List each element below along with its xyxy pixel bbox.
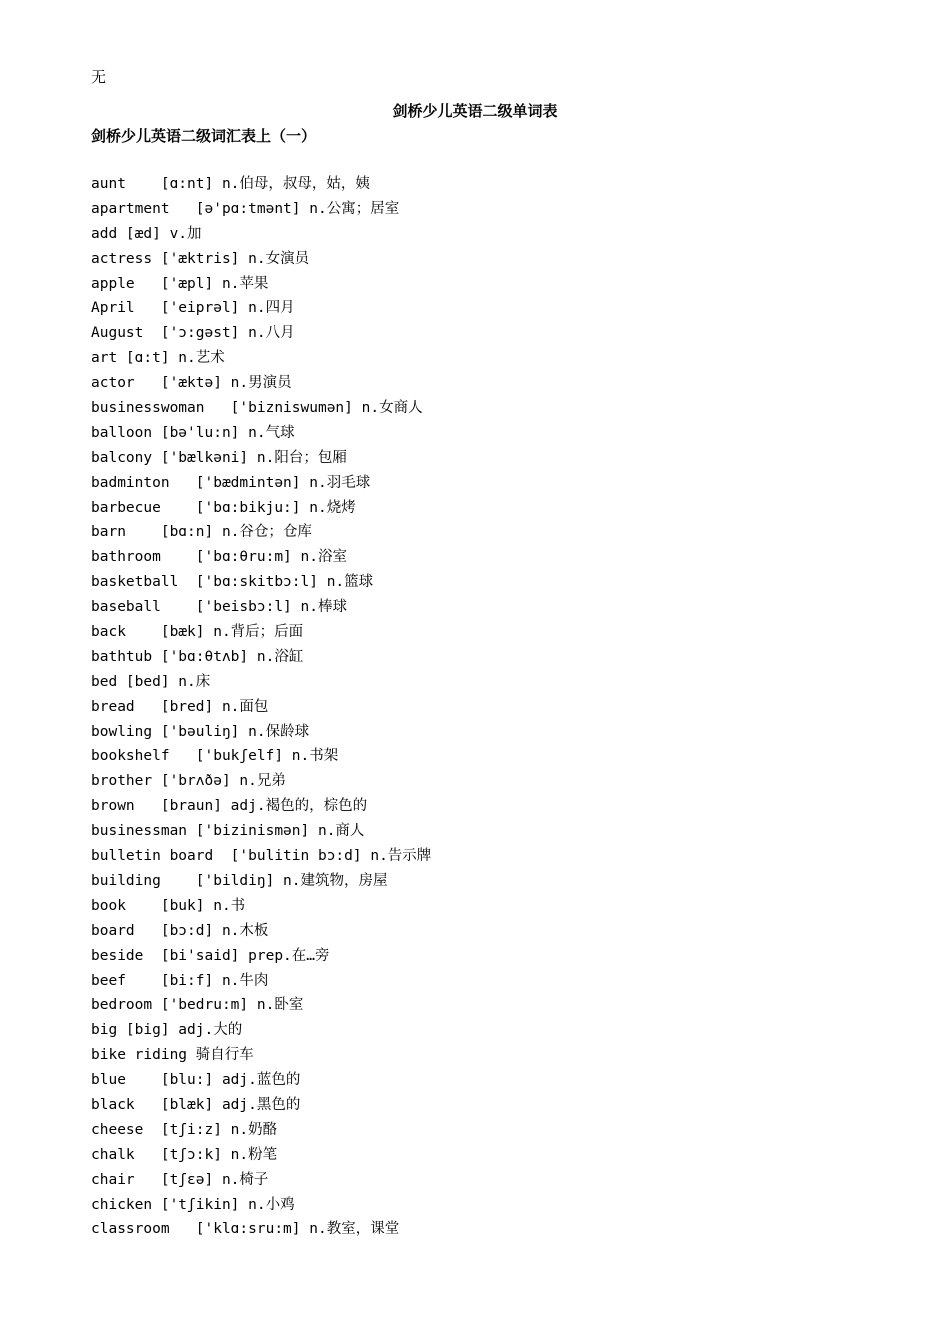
vocabulary-entry: art [ɑ:t] n.艺术: [91, 350, 225, 367]
vocabulary-entry: beside [bi'said] prep.在…旁: [91, 947, 330, 964]
vocabulary-entry: add [æd] v.加: [91, 225, 202, 242]
vocabulary-entry: bike riding 骑自行车: [91, 1047, 254, 1064]
vocabulary-entry: chicken ['tʃikin] n.小鸡: [91, 1196, 295, 1213]
vocabulary-entry: building ['bildiŋ] n.建筑物，房屋: [91, 872, 388, 889]
vocabulary-entry: big [big] adj.大的: [91, 1022, 243, 1039]
vocabulary-entry: apple ['æpl] n.苹果: [91, 275, 269, 292]
vocabulary-entry: barn [bɑ:n] n.谷仓；仓库: [91, 524, 312, 541]
vocabulary-entry: businesswoman ['bizniswumən] n.女商人: [91, 400, 423, 417]
vocabulary-entry: chair [tʃɛə] n.椅子: [91, 1171, 269, 1188]
vocabulary-entry: classroom ['klɑ:sru:m] n.教室，课堂: [91, 1221, 400, 1238]
vocabulary-entry: baseball ['beisbɔ:l] n.棒球: [91, 599, 347, 616]
vocabulary-entry: aunt [ɑ:nt] n.伯母，叔母，姑，姨: [91, 176, 370, 192]
vocabulary-entry: balloon [bə'lu:n] n.气球: [91, 424, 295, 441]
document-title-text: 剑桥少儿英语二级单词表: [392, 102, 558, 120]
vocabulary-entry: black [blæk] adj.黑色的: [91, 1096, 301, 1113]
vocabulary-entry: bookshelf ['bukʃelf] n.书架: [91, 748, 339, 765]
vocabulary-entry: brother ['brʌðə] n.兄弟: [91, 773, 286, 790]
vocabulary-entry: businessman ['bizinismən] n.商人: [91, 823, 365, 840]
vocabulary-entry: bread [bred] n.面包: [91, 698, 269, 715]
vocabulary-entry: brown [braun] adj.褐色的，棕色的: [91, 798, 368, 815]
vocabulary-entry: apartment [ə'pɑ:tmənt] n.公寓；居室: [91, 200, 400, 217]
vocabulary-entry: bulletin board ['bulitin bɔ:d] n.告示牌: [91, 848, 432, 865]
vocabulary-entry: balcony ['bælkəni] n.阳台；包厢: [91, 449, 347, 466]
section-title: 剑桥少儿英语二级词汇表上（一）: [91, 127, 317, 145]
vocabulary-entry: bathroom ['bɑ:θru:m] n.浴室: [91, 549, 347, 566]
vocabulary-entry: chalk [tʃɔ:k] n.粉笔: [91, 1146, 278, 1163]
vocabulary-entry: blue [blu:] adj.蓝色的: [91, 1072, 301, 1089]
vocabulary-entry: barbecue ['bɑ:bikju:] n.烧烤: [91, 499, 356, 516]
vocabulary-entry: beef [bi:f] n.牛肉: [91, 972, 269, 989]
vocabulary-entry: book [buk] n.书: [91, 897, 246, 914]
corner-note: 无: [91, 68, 107, 86]
vocabulary-entry: April ['eiprəl] n.四月: [91, 300, 295, 317]
vocabulary-entry: August ['ɔ:gəst] n.八月: [91, 325, 295, 342]
vocabulary-entry: bedroom ['bedru:m] n.卧室: [91, 997, 304, 1014]
vocabulary-entry: cheese [tʃi:z] n.奶酪: [91, 1121, 278, 1138]
vocabulary-entry: bed [bed] n.床: [91, 673, 211, 690]
vocabulary-entry: actress ['æktris] n.女演员: [91, 250, 310, 267]
vocabulary-list: [91, 174, 431, 1244]
vocabulary-entry: basketball ['bɑ:skitbɔ:l] n.篮球: [91, 574, 374, 591]
vocabulary-entry: bathtub ['bɑ:θtʌb] n.浴缸: [91, 648, 304, 665]
document-title: [0, 100, 950, 121]
vocabulary-entry: actor ['æktə] n.男演员: [91, 375, 292, 392]
vocabulary-entry: bowling ['bəuliŋ] n.保龄球: [91, 723, 310, 740]
vocabulary-entry: board [bɔ:d] n.木板: [91, 922, 269, 939]
vocabulary-entry: back [bæk] n.背后；后面: [91, 624, 304, 641]
vocabulary-entry: badminton ['bædmintən] n.羽毛球: [91, 474, 371, 491]
